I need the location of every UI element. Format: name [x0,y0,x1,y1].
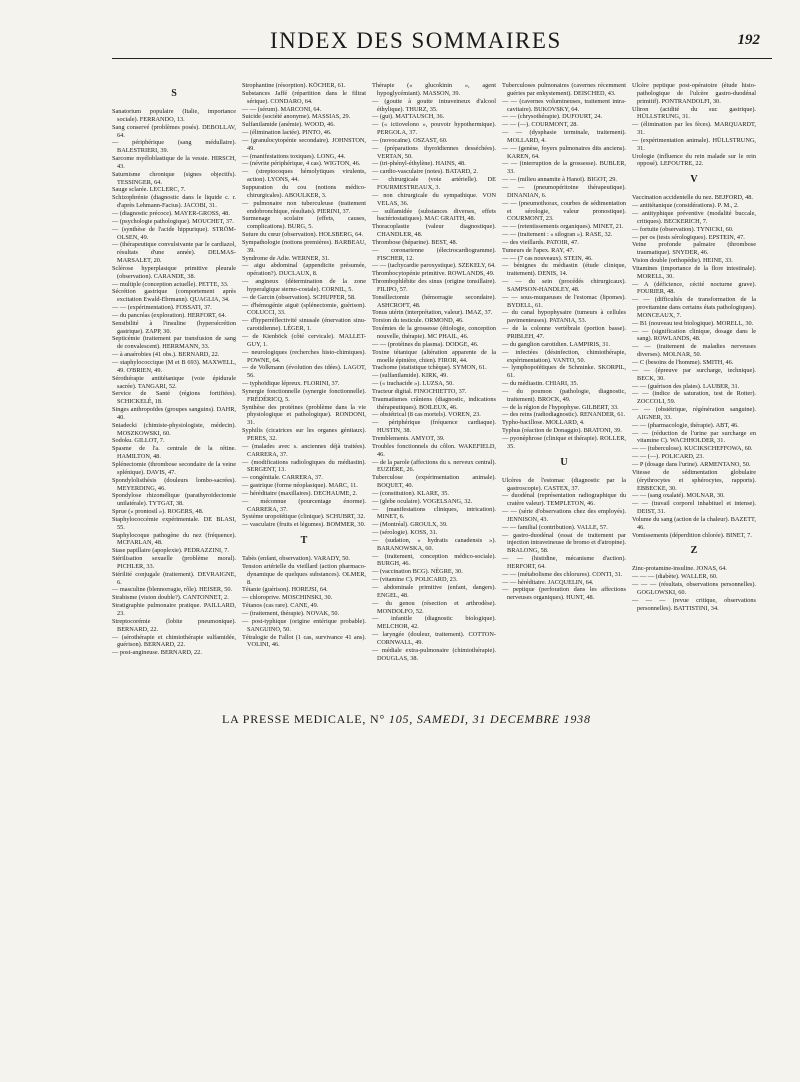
index-entry: — à anaérobies (41 obs.). BERNARD, 22. [112,351,220,359]
index-entry: — — (dysphasie terminale, traitement). MOLLARD, 4. [502,129,626,144]
index-entry: — — (—). POLICARD, 23. [632,453,704,461]
index-entry: Tuberculose (expérimentation animale). BOQUET, 40. [372,474,496,490]
index-entry: Syphilis (cicatrices sur les organes génitaux). PERES, 32. [242,427,366,442]
index-entry: — P (dosage dans l'urine). ARMENTANO, 50. [632,460,751,468]
index-entry: — gastrique (forme néoplasique). MARC, 11. [242,482,358,490]
index-entry: — A (déficience, cécité nocturne grave). FOURIER, 48. [632,280,756,296]
index-entry: — périphérique (fréquence cardiaque). HUSTIN, 38. [372,419,496,435]
index-entry: — sulfamidée (substances diverses, effets bactériostatiques). MAC GRAITH, 48. [372,207,496,223]
index-entry: — aigu abdominal (appendicite présumée, opération?). DUCLAUX, 8. [242,262,366,278]
index-entry: — — (sang oxalaté). MOLNAR, 30. [632,492,725,500]
issue-date: SAMEDI, 31 DECEMBRE 1938 [416,712,591,726]
index-entry: — (manifestations cliniques, intrication). MINET, 6. [372,505,496,521]
index-entry: — (glebe oculaire). VOGELSANG, 32. [372,497,473,505]
index-entry: — (constitution). KLARE, 35. [372,489,449,497]
index-entry: Tétanos (cas rare). CANE, 49. [242,602,319,610]
index-entry: — pulmonaire non tuberculeuse (traitement endobronchique, résultats). PIERINI, 37. [242,199,366,215]
index-entry: — — (milieu annamite à Hanoï). BIGOT, 29. [502,176,617,184]
index-entry: — antitétanique (considérations). P. M., 2. [632,202,739,210]
header-rule [112,58,772,59]
index-entry: Système uropoïétique (clinique). SCHUBRT, 32. [242,513,366,521]
index-entry: Troubles fonctionnels du côlon. WAKEFIELD, 46. [372,442,496,458]
index-entry: — de la colonne vertébrale (portion basse). PRIBLEH, 47. [502,325,626,340]
index-entry: — (traitement, conception médico-sociale). BURGH, 46. [372,552,496,568]
index-entry: — (préparations thyroïdiennes desséchées). VERTAN, 50. [372,144,496,160]
index-entry: Schizophrénie (diagnostic dans le liquide c. r. d'après Lehmann-Facius). JACOBI, 31. [112,194,236,210]
index-columns [112,82,772,782]
index-entry: Typho-bacillose. MOLLARD, 4. [502,419,585,427]
index-entry: — — (signification clinique, dosage dans le sang). ROWLANDS, 48. [632,327,756,343]
index-entry: Vomissements (déperdition chlorée). BINET, 7. [632,531,752,539]
index-entry: — (synthèse de l'acide hippurique). STRÖM-OLSEN, 49. [112,225,236,241]
index-entry: Sprue (« prontosil »). ROGERS, 48. [112,508,204,516]
index-entry: Urologie (influence du rein malade sur le rein opposé). LEFOUTRE, 22. [632,152,756,168]
index-entry: — — (chrysothérapie). DUFOURT, 24. [502,113,603,121]
index-entry: — congénitale. CARRERA, 37. [242,474,323,482]
index-entry: — (thérapeutique convulsivante par le cardiazol, résultats d'une année). DELMAS-MARSALET, 20. [112,241,236,265]
index-entry: Thrombocytopénie primitive. ROWLANDS, 49. [372,270,495,278]
index-entry: — (sulfanilamide). KIRK, 49. [372,372,448,380]
index-entry: — — (métabolisme des chlorures). CONTI, 31. [502,570,623,578]
index-entry: Traumatismes crâniens (diagnostic, indications thérapeutiques). BOILEUX, 46. [372,395,496,411]
index-entry: — — (genèse, foyers pulmonaires dits anciens). KAREN, 64. [502,144,626,160]
index-entry: Ulcères de l'estomac (diagnostic par la gastroscopie). CASTEX, 37. [502,476,626,492]
index-entry: Staphylocoque pathogène du nez (fréquence). MCFARLAN, 48. [112,531,236,547]
index-entry: — médiale extra-pulmonaire (chimiothérapie). DOUGLAS, 38. [372,646,496,662]
index-entry: Singes anthropoïdes (groupes sanguins). DAHR, 40. [112,406,236,421]
index-entry: Tension artérielle du vieillard (action pharmaco-dynamique de quelques substances). OLMER, 8. [242,562,366,586]
index-entry: Toxémies de la grossesse (étiologie, conception nouvelle, thérapie). MC PHAIL, 46. [372,325,496,340]
index-column-4 [502,82,626,782]
section-letter: Z [690,545,698,557]
index-entry: — — (—). COURMONT, 28. [502,121,578,129]
index-entry: Vitesse de sédimentation globulaire (érythrocytes et sphérocytes, rapports). EBBECKE, 30. [632,468,756,492]
index-entry: — coronarienne (électrocardiogramme). FISCHER, 12. [372,246,496,262]
index-entry: — — (guérison des plaies). LAUBER, 31. [632,382,740,390]
index-entry: Service de Santé (régions fortifiées). SCHICKELÉ, 18. [112,390,236,406]
index-entry: — per os (tests sérologiques). EPSTEIN, 47. [632,233,745,241]
index-entry: — — du sein (procédés chirurgicaux). SAMPSON-HANDLEY, 48. [502,278,626,293]
section-letter: U [560,456,568,468]
index-entry: — — — (résultats, observations personnelles). GOGLOWSKI, 60. [632,581,756,596]
index-entry: Tremblements. AMYOT, 39. [372,434,445,442]
index-entry: — (streptocoques hémolytiques virulents, action). LYONS, 44. [242,168,366,184]
index-entry: — (gui). MATTAUSCH, 36. [372,113,445,121]
index-entry: — (vitamine C). POLICARD, 23. [372,576,458,584]
index-entry: — — (réduction de l'urine par surcharge en vitamine C). WACHHOLDER, 31. [632,429,756,445]
index-entry: — staphylococcique (M et B 693). MAXWELL, 49. O'BRIEN, 49. [112,359,236,374]
page-footer [222,712,782,727]
index-entry: — — (travail corporel inhabituel et intense). DEIST, 31. [632,500,756,516]
index-entry: — du pancréas (exploration). HERFORT, 64. [112,311,227,319]
index-entry: — fortuite (observation). TYNICKI, 60. [632,225,734,233]
index-entry: — pyonéphrose (clinique et thérapie). ROLLER, 35. [502,434,626,450]
index-entry: — chloroprive. MOSCHINSKI, 30. [242,594,333,602]
page-number: 192 [737,32,760,48]
index-entry: Sanatorium populaire (Italie, importance sociale). FERRANDO, 13. [112,108,236,123]
index-entry: — abdominale primitive (enfant, dangers). ENGEL, 48. [372,584,496,599]
index-entry: — B1 (nouveau test biologique). MORELL, 30. [632,319,754,327]
index-entry: Spasme de l'a. centrale de la rétine. HAMILTON, 48. [112,445,236,461]
index-entry: Tuberculoses pulmonaires (cavernes récemment guéries par enkystement). DEISCHED, 43. [502,82,626,97]
index-entry: — typhoïdique lépreux. FLORINI, 37. [242,380,340,388]
index-entry: Sulfanilamide (anémie). WOOD, 46. [242,121,335,129]
index-entry: — vasculaire (fruits et légumes). BOMMER, 30. [242,521,366,529]
index-entry: Sodoku. GILLOT, 7. [112,437,165,445]
index-entry: Torsion du testicule. ORMOND, 46. [372,317,464,325]
index-entry: — multiple (conception actuelle). PETTE, 33. [112,280,229,288]
index-entry: — infantile (diagnostic biologique). MELCHOR, 42. [372,615,496,631]
index-entry: — (sérologie). KOSS, 31. [372,529,438,537]
index-column-2 [242,82,366,782]
index-entry: — de Garcin (observation). SCHUPFER, 58. [242,293,356,301]
index-entry: — (expérimentation animale). HÜLLSTRUNG, 31. [632,136,756,152]
index-entry: — — héréditaire. JACQUELIN, 64. [502,578,594,586]
index-entry: — infectées (désinfection, chimiothérapie, expérimentation). VANTO, 50. [502,348,626,364]
index-entry: — (goutte à goutte intraveineux d'alcool éthylique). THURZ, 35. [372,97,496,113]
index-entry: Stase papillaire (apoplexie). PEDRAZZINI, 7. [112,547,229,555]
index-entry: — — — (diabète). WALLER, 60. [632,573,718,581]
index-entry: — (élimination lactée). PINTO, 46. [242,129,332,137]
index-entry: Trachome (statistique tchèque). SYMON, 61. [372,364,487,372]
index-entry: — — (traitement de maladies nerveuses diverses). MOLNAR, 50. [632,343,756,359]
index-entry: — (malades avec s. anciennes déjà traitées). CARRERA, 37. [242,442,366,458]
index-entry: — (névrite périphérique, 4 cas). WIGTON, 46. [242,160,361,168]
index-entry: — (modifications radiologiques du médiastin). SERGENT, 13. [242,458,366,474]
index-entry: — angineux (détermination de la zone hyperalgique sterno-costale). CORNIL, 5. [242,278,366,293]
section-letter: V [690,174,698,186]
index-entry: — obstétrical (8 cas mortels). VOREN, 23. [372,411,481,419]
index-entry: Sensibilité à l'insuline (hypersécrétion gastrique). ZAPP, 30. [112,319,236,335]
index-entry: — — (retentissements organiques). MINET, 21. [502,223,624,231]
index-entry: — (granulocytopénie secondaire). JOHNSTON, 49. [242,136,366,152]
index-entry: — (psychologie pathologique). MOUCHET, 37. [112,217,234,225]
index-entry: — — (pneumothorax, courbes de sédimentation et sérologie, valeur pronostique). COURMONT, 23. [502,199,626,223]
index-entry: — chirurgicale (voie artérielle). DE FOURMESTREAUX, 3. [372,176,496,191]
index-entry: Sécrétion gastrique (comportement après excitation Ewald-Ebrmann). QUAGLIA, 34. [112,288,236,304]
index-entry: — — (histidine, mécanisme d'action). HERFORT, 64. [502,555,626,570]
issue-number: 105, [388,712,414,726]
index-entry: — — — (revue critique, observations personnelles). BATTISTINI, 34. [632,596,756,612]
index-entry: Thoracoplastie (valeur diagnostique). CHANDLER, 48. [372,223,496,239]
index-entry: Sauge sclarée. LECLERC, 7. [112,186,186,194]
index-entry: Tumeurs de l'apex. RAY, 47. [502,246,575,254]
index-entry: — (manifestations toxiques). LONG, 44. [242,152,346,160]
index-column-5 [632,82,756,782]
index-entry: Surmenage scolaire (effets, causes, complications). BURG, 5. [242,215,366,231]
index-entry: — d'hyperréflectivité sinusale (énervation sinu-carotidienne). LÉGER, 1. [242,317,366,333]
index-entry: — — (interruption de la grossesse). BUBLER, 33. [502,160,626,176]
index-entry: Stratigraphie pulmonaire pratique. PAILLARD, 23. [112,602,236,617]
index-entry: — — (épreuve par surcharge, technique). BECK, 30. [632,366,756,382]
index-entry: Spondylolisthésis (douleurs lombo-sacrées). MEYERDING, 46. [112,476,236,492]
index-entry: Suppuration du cou (notions médico-chirurgicales). ABOULKER, 3. [242,183,366,199]
index-entry: — duodénal (représentation radiographique du cratère valeur). TEMPLETON, 46. [502,492,626,508]
index-entry: — lymphopoïétiques de Schminke. SKORPIL, 61. [502,364,626,380]
index-entry: Synergie fonctionnelle (synergie fonctionnelle). FRÉDÉRICQ, 5. [242,387,366,403]
index-entry: — — (traitement : « silogran »). RASE, 32. [502,231,613,239]
index-entry: Uliron (acidité du suc gastrique). HÜLLSTRUNG, 31. [632,105,756,121]
index-entry: — de la parole (affections du s. nerveux central). EUZIÈRE, 26. [372,458,496,474]
index-entry: Sang conservé (problèmes posés). DEBOLLAV, 64. [112,123,236,139]
index-entry: — (diagnostic précoce). MAYER-GROSS, 48. [112,209,230,217]
index-entry: Vaccination accidentelle du nez. BEJFORD, 48. [632,194,754,202]
index-entry: — — (expérimentation). FOSSATI, 37. [112,304,212,312]
index-entry: Saturnisme chronique (signes objectifs). TESSINGER, 64. [112,170,236,186]
index-entry: — — (7 cas nouveaux). STEIN, 46. [502,254,593,262]
index-entry: Tétralogie de Fallot (1 cas, survivance 41 ans). VOLINI, 46. [242,633,366,649]
index-entry: Tonus utérin (interprétation, valeur). IMAZ, 37. [372,309,493,317]
index-entry: — (Montréal). GROULX, 39. [372,521,448,529]
index-entry: Spondylose rhizomélique (parathyroïdectomie unilatérale). TYTGAT, 38. [112,492,236,508]
index-entry: — gastro-duodénal (essai de traitement par injection intraveineuse de bromo et d'atropine). BRALONG, 58. [502,531,626,555]
index-entry: — masculine (blennorragie, rôle). HEISER, 50. [112,586,233,594]
index-entry: — antityphique préventive (modalité buccale, critiques). BECKERICH, 7. [632,209,756,225]
index-entry: — méconnue (pourcentage énorme). CARRERA, 37. [242,497,366,513]
index-entry: Sarcome myéloblastique de la vessie. HIRSCH, 43. [112,155,236,170]
index-entry: Vision double (orthopédie). HEINE, 33. [632,257,733,265]
index-entry: Synthèse des protéines (problème dans la vie physiologique et pathologique). RONDONI, 31. [242,403,366,427]
index-entry: — de Volkmann (évolution des idées). LAGOT, 56. [242,364,366,380]
index-entry: — bénignes du médiastin (étude clinique, traitement). DENIS, 14. [502,262,626,278]
index-entry: — — (série d'observations chez des employés). JENNISON, 43. [502,508,626,523]
index-entry: Splénectomie (thrombose secondaire de la veine splénique). DAVIS, 47. [112,460,236,476]
index-entry: — périphérique (sang médullaire). BALESTRIERI, 39. [112,139,236,155]
index-entry: — des reins (radiodiagnostic). RENANDER, 61. [502,411,626,419]
page-title: INDEX DES SOMMAIRES [270,28,562,53]
index-entry: — — (pneumopéritoine thérapeutique). DINANIAN, 6. [502,183,626,199]
index-entry: — du ganglion carotidien. LAMPIRIS, 31. [502,340,611,348]
index-entry: — neurologiques (recherches histo-chimiques). POWNE, 64. [242,348,366,364]
index-entry: — — (sérum). MARCONI, 64. [242,105,322,113]
index-entry: Sclérose hyperplasique primitive pleurale (observation). CARANDE, 38. [112,264,236,280]
index-entry: Ulcère peptique post-opératoire (étude histo-pathologique de l'ulcère gastro-duodénal primitif). PONTRANDOLFI, 30. [632,82,756,105]
index-entry: — (« ictiovelono », pouvoir hypothermique). PERGOLA, 37. [372,121,496,137]
index-entry: Strabisme (vision double?). CANTONNET, 2. [112,594,229,602]
index-entry: Stérilité conjugale (traitement). DEVRAIGNE, 6. [112,570,236,586]
index-entry: Suture du cœur (observation). HOLSBERG, 64. [242,231,364,239]
index-entry: — — (tuberculose). KUCIKSCHEFFOWA, 60. [632,445,753,453]
index-entry: — (traitement, thérapie). NOVAK, 50. [242,610,340,617]
index-entry: — de Kienböck (côté cervicale). MALLET-GUY, 1. [242,333,366,348]
index-entry: — d'hémogénie aiguë (splénectomie, guérison). COLUCCI, 33. [242,301,366,317]
index-entry: — — (cavernes volumineuses, traitement intra-cavitaire). BUKOVSKY, 64. [502,97,626,113]
index-entry: — post-angineuse. BERNARD, 22. [112,649,202,657]
section-letter: T [300,535,308,547]
index-entry: — (élimination par les fèces). MARQUARDT, 31. [632,121,756,137]
index-entry: — — (pharmacologie, thérapie). ABT, 46. [632,421,739,429]
index-entry: Zinc-protamine-insuline. JONAS, 64. [632,565,727,573]
index-entry: Strophantine (résorption). KÖCHER, 61. [242,82,346,89]
index-entry: — (sérothérapie et chimiothérapie sulfamidée, guérison). BERNARD, 22. [112,633,236,649]
index-entry: — du poumon (pathologie, diagnostic, traitement). BROCK, 49. [502,387,626,403]
index-entry: Thrombose (héparine). BEST, 48. [372,238,458,246]
index-entry: Stérilisation sexuelle (problème moral). PICHLER, 33. [112,555,236,570]
index-entry: Streptocorémie (lobite pneumonique). BERNARD, 22. [112,617,236,633]
index-entry: — (tri-phényl-éthylène). HAINS, 48. [372,160,466,168]
index-entry: — (« trachacide »). LUZSA, 50. [372,380,454,388]
index-entry: Septicémie (traitement par transfusion de sang de convalescent). HERRMANN, 33. [112,335,236,351]
index-entry: — peptique (perforation dans les affections nerveuses organiques). HUNT, 48. [502,586,626,602]
index-entry: — C (besoins de l'homme). SMITH, 46. [632,359,734,366]
page-header [120,22,760,52]
index-entry: — — (difficultés de transformation de la provitamine dans certains états pathologiques). MONCEAUX, 7. [632,296,756,319]
index-entry: Tonsillectomie (hémorragie secondaire). ASHCROFT, 48. [372,293,496,309]
index-entry: — (sudation, « hydratis canadensis »). BARANOWSKA, 60. [372,536,496,552]
index-entry: — — familial (contribution). VALLE, 57. [502,523,608,531]
index-entry: Tabès (enfant, observation). VARADY, 50. [242,555,350,563]
index-entry: — — (obstétrique, régénération sanguine). AIGNER, 33. [632,406,756,421]
index-entry: — (novocaïne). OSZAST, 60. [372,136,448,144]
index-entry: Suicide (société anonyme). MASSIAS, 29. [242,113,351,121]
index-entry: — — sous-muqueuses de l'estomac (lipomes). BYDELL, 61. [502,293,626,309]
index-entry: — du canal hypophysaire (tumeurs à cellules pavimenteuses). PATANIA, 53. [502,309,626,325]
index-entry: Tracteur digital. FINOCHIETTO, 37. [372,387,467,395]
index-entry: — (vaccination BCG). NÈGRE, 30. [372,568,463,576]
index-entry: — — (indice de saturation, test de Rotter). ZOCCOLI, 59. [632,390,756,406]
index-entry: — — (tachycardie paroxystique). SZEKELY, 64. [372,262,496,270]
index-entry: Volume du sang (action de la chaleur). BAZETT, 46. [632,515,756,531]
index-entry: — post-typhique (origine entérique probable). SANGUINO, 50. [242,617,366,633]
index-entry: Staphylococcémie expérimentale. DE BLASI, 55. [112,515,236,531]
section-letter: S [171,88,177,99]
index-entry: — du genou (résection et arthrodèse). MONDOLFO, 52. [372,599,496,615]
index-entry: — des vieillards. PATOIR, 47. [502,238,579,246]
index-entry: — cardio-vasculaire (notes). BATARD, 2. [372,168,478,176]
index-column-3 [372,82,496,782]
index-entry: — — (protéines du plasma). DODGE, 46. [372,340,479,348]
index-entry: Sérothérapie antitétanique (voie épidurale sacrée). TANGARI, 52. [112,374,236,390]
index-entry: Substances Jaffé (répartition dans le filtrat sérique). CONDARO, 64. [242,89,366,105]
index-entry: Sniadecki (chimiste-physiologiste, médecin). MOSZKOWSKI, 60. [112,421,236,437]
index-entry: Typhus (réaction de Donaggio). BRATONI, 39. [502,427,622,435]
index-entry: Veine profonde palmaire (thrombose traumatique). SNYDER, 46. [632,241,756,257]
index-entry: Sympathologie (notions premières). BARBEAU, 39. [242,238,366,254]
index-entry: Toxine tétanique (altération apparente de la moelle épinière, chien). FIROR, 44. [372,348,496,364]
index-entry: Thrombophlébite des sinus (origine tonsillaire). FILIPO, 57. [372,278,496,293]
index-entry: Tétanie (guérison). HOREJSI, 64. [242,586,328,594]
index-entry: — laryngée (douleur, traitement). COTTON-CORNWALL, 49. [372,631,496,646]
index-entry: — non chirurgicale du sympathique. VON VELAS, 36. [372,191,496,207]
index-entry: — de la région de l'hypophyse. GILBERT, 33. [502,403,619,411]
journal-name: LA PRESSE MEDICALE, N° [222,712,386,726]
index-entry: Vitamines (importance de la flore intestinale). MORELL, 30. [632,264,756,280]
index-entry: — héréditaire (maxillaires). DECHAUME, 2. [242,489,358,497]
index-entry: — du médiastin. CHIARI, 35. [502,380,579,388]
index-column-1 [112,82,236,782]
index-entry: Thérapie (« glucokinin », agent hypoglycémiant). MASSON, 39. [372,82,496,97]
index-entry: Syndrome de Adie. WERNER, 31. [242,254,330,262]
